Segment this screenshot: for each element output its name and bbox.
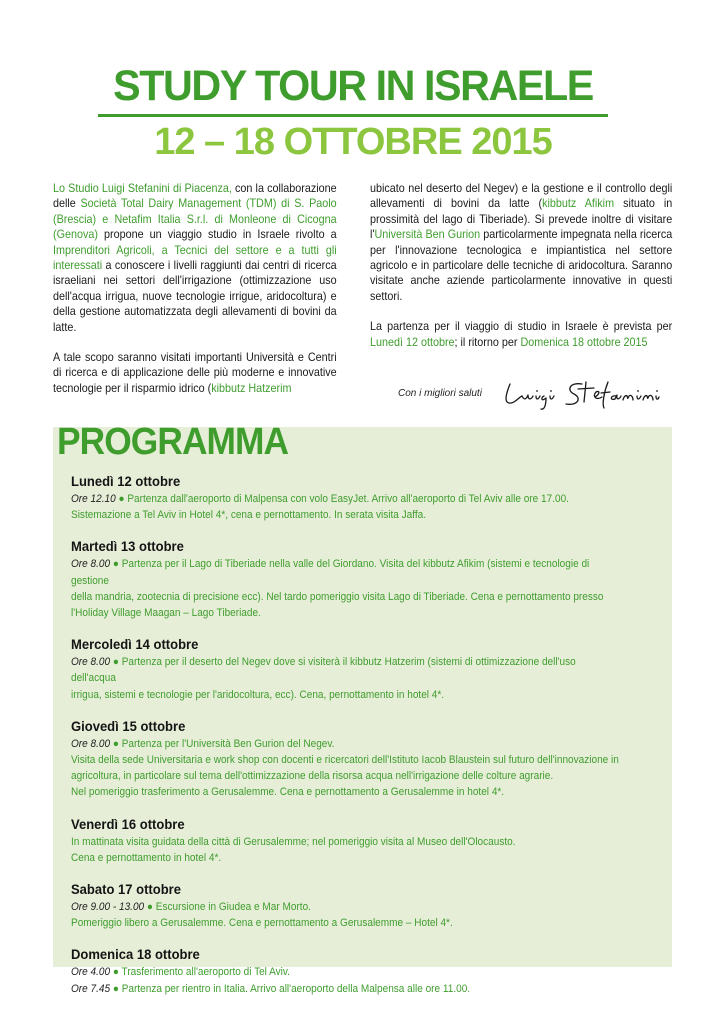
itinerary-day [71,880,620,931]
itinerary-line [71,605,620,621]
itinerary-line [71,784,620,800]
title-underline [98,114,608,117]
itinerary-day [71,635,620,703]
time-label: Ore 8.00 [71,558,111,571]
itinerary-line [71,507,620,523]
line-text: agricoltura, in particolare sul tema dell'ottimizzazione della risorsa acqua nell'irrigazione delle colture agrarie. [71,770,554,783]
intro-paragraph [370,319,672,350]
itinerary-line [71,752,620,768]
paragraph-text: situato in prossimità del lago di Tiberiade). Si prevede inoltre di visitare l' [370,197,673,242]
paragraph-text: La partenza per il viaggio di studio in Israele è prevista per [370,320,673,334]
time-label: Ore 7.45 [71,982,111,995]
time-label: Ore 8.00 [71,656,111,669]
itinerary-line [71,915,620,931]
highlighted-text: Università Ben Gurion [374,228,481,242]
itinerary-line [71,589,620,605]
page-title: STUDY TOUR IN ISRAELE [113,62,593,110]
line-text: Cena e pernottamento in hotel 4*. [71,851,222,864]
line-text: Partenza per l'Università Ben Gurion del Negev. [121,737,335,750]
itinerary-line [71,768,620,784]
line-text: Nel pomeriggio trasferimento a Gerusalemme. Cena e pernottamento a Gerusalemme in hotel 4*. [71,786,505,799]
intro-paragraph [53,350,337,396]
programma-heading: PROGRAMMA [57,421,289,463]
bullet-icon: ● [118,493,125,505]
itinerary-day [71,537,620,621]
day-title: Venerdì 16 ottobre [71,815,185,832]
line-text: irrigua, sistemi e tecnologie per l'aridocoltura, ecc). Cena, pernottamento in hotel 4*. [71,688,445,701]
line-text: Partenza per il Lago di Tiberiade nella valle del Giordano. Visita del kibbutz Afikim (sistemi e tecnologie di gestione [71,558,590,587]
tour-dates: 12 – 18 OTTOBRE 2015 [154,121,552,163]
paragraph-text: a conoscere i livelli raggiunti dai centri di ricerca israeliani nei settori dell'irrigazione (ottimizzazione uso dell'acqua irrigua, nuove tecnologie irrigue, aridocoltura) e della gestione automatizzata degli allevamenti di bovini da latte. [53,259,337,334]
time-label: Ore 9.00 - 13.00 [71,901,145,914]
highlighted-text: Lo Studio Luigi Stefanini di Piacenza, [53,182,232,195]
itinerary-line [71,964,620,980]
line-text: Visita della sede Universitaria e work shop con docenti e ricercatori dell'Istituto Iacob Blaustein sul futuro dell'innovazione in [71,754,619,767]
line-text: Escursione in Giudea e Mar Morto. [155,901,311,914]
bullet-icon: ● [146,901,153,914]
day-title: Domenica 18 ottobre [71,946,200,963]
line-text: Partenza dall'aeroporto di Malpensa con volo EasyJet. Arrivo all'aeroporto di Tel Aviv alle ore 17.00. [127,493,569,505]
itinerary-list [71,472,620,1011]
paragraph-text: particolarmente impegnata nella ricerca per l'innovazione tecnologica e impiantistica nel settore agricolo e in particolare delle tecniche di aridocoltura. Saranno visitate anche aziende particolarmente innovative in questi settori. [370,228,673,303]
itinerary-day [71,815,620,866]
time-label: Ore 8.00 [71,737,111,750]
bullet-icon: ● [112,558,119,571]
signature-image [500,376,660,412]
itinerary-day [71,945,620,996]
itinerary-line [71,654,620,686]
paragraph-text: ; il ritorno per [454,335,521,349]
bullet-icon: ● [112,737,119,750]
itinerary-line [71,736,620,752]
highlighted-text: Lunedì 12 ottobre [370,335,455,349]
paragraph-text: con la collaborazione delle [53,182,337,211]
highlighted-text: kibbutz Hatzerim [211,381,292,395]
line-text: Partenza per rientro in Italia. Arrivo all'aeroporto della Malpensa alle ore 11.00. [121,982,471,995]
day-title: Sabato 17 ottobre [71,881,181,898]
line-text: Partenza per il deserto del Negev dove si visiterà il kibbutz Hatzerim (sistemi di ottimizzazione dell'uso dell'acqua [71,656,576,685]
highlighted-text: Domenica 18 ottobre 2015 [520,335,648,349]
paragraph-text: ubicato nel deserto del Negev) e la gestione e il controllo degli allevamenti di bovini da latte ( [370,182,673,211]
day-title: Mercoledì 14 ottobre [71,636,199,653]
line-text: della mandria, zootecnia di precisione ecc). Nel tardo pomeriggio visita Lago di Tiberiade. Cena e pernottamento presso [71,590,604,603]
intro-paragraph [53,181,337,335]
day-title: Lunedì 12 ottobre [71,473,181,489]
closing-block [398,376,678,412]
bullet-icon: ● [112,966,119,979]
day-title: Giovedì 15 ottobre [71,717,186,734]
itinerary-line [71,491,620,507]
itinerary-day [71,717,620,801]
time-label: Ore 4.00 [71,966,111,979]
closing-greeting: Con i migliori saluti [398,388,482,399]
highlighted-text: kibbutz Afikim [542,197,615,211]
highlighted-text: Società Total Dairy Management (TDM) di S. Paolo (Brescia) e Netafim Italia S.r.l. di Monleone di Cicogna (Genova) [53,197,337,242]
line-text: l'Holiday Village Maagan – Lago Tiberiade. [71,607,261,620]
intro-paragraph [370,181,672,304]
line-text: Pomeriggio libero a Gerusalemme. Cena e pernottamento a Gerusalemme – Hotel 4*. [71,917,453,930]
day-title: Martedì 13 ottobre [71,538,184,555]
itinerary-day [71,472,620,523]
line-text: Trasferimento all'aeroporto di Tel Aviv. [121,966,290,979]
bullet-icon: ● [112,656,119,669]
bullet-icon: ● [112,982,119,995]
itinerary-line [71,981,620,997]
itinerary-line [71,850,620,866]
itinerary-line [71,834,620,850]
line-text: Sistemazione a Tel Aviv in Hotel 4*, cena e pernottamento. In serata visita Jaffa. [71,509,426,522]
itinerary-line [71,899,620,915]
itinerary-line [71,687,620,703]
intro-right-column [370,181,672,365]
highlighted-text: Imprenditori Agricoli, a Tecnici del settore e a tutti gli interessati [53,243,337,273]
paragraph-text: A tale scopo saranno visitati importanti Università e Centri di ricerca e di applicazione delle più moderne e innovative tecnologie per il risparmio idrico ( [53,351,337,395]
line-text: In mattinata visita guidata della città di Gerusalemme; nel pomeriggio visita al Museo dell'Olocausto. [71,835,516,848]
paragraph-text: propone un viaggio studio in Israele rivolto a [97,228,337,242]
itinerary-line [71,556,620,588]
intro-left-column [53,181,337,411]
time-label: Ore 12.10 [71,493,116,505]
